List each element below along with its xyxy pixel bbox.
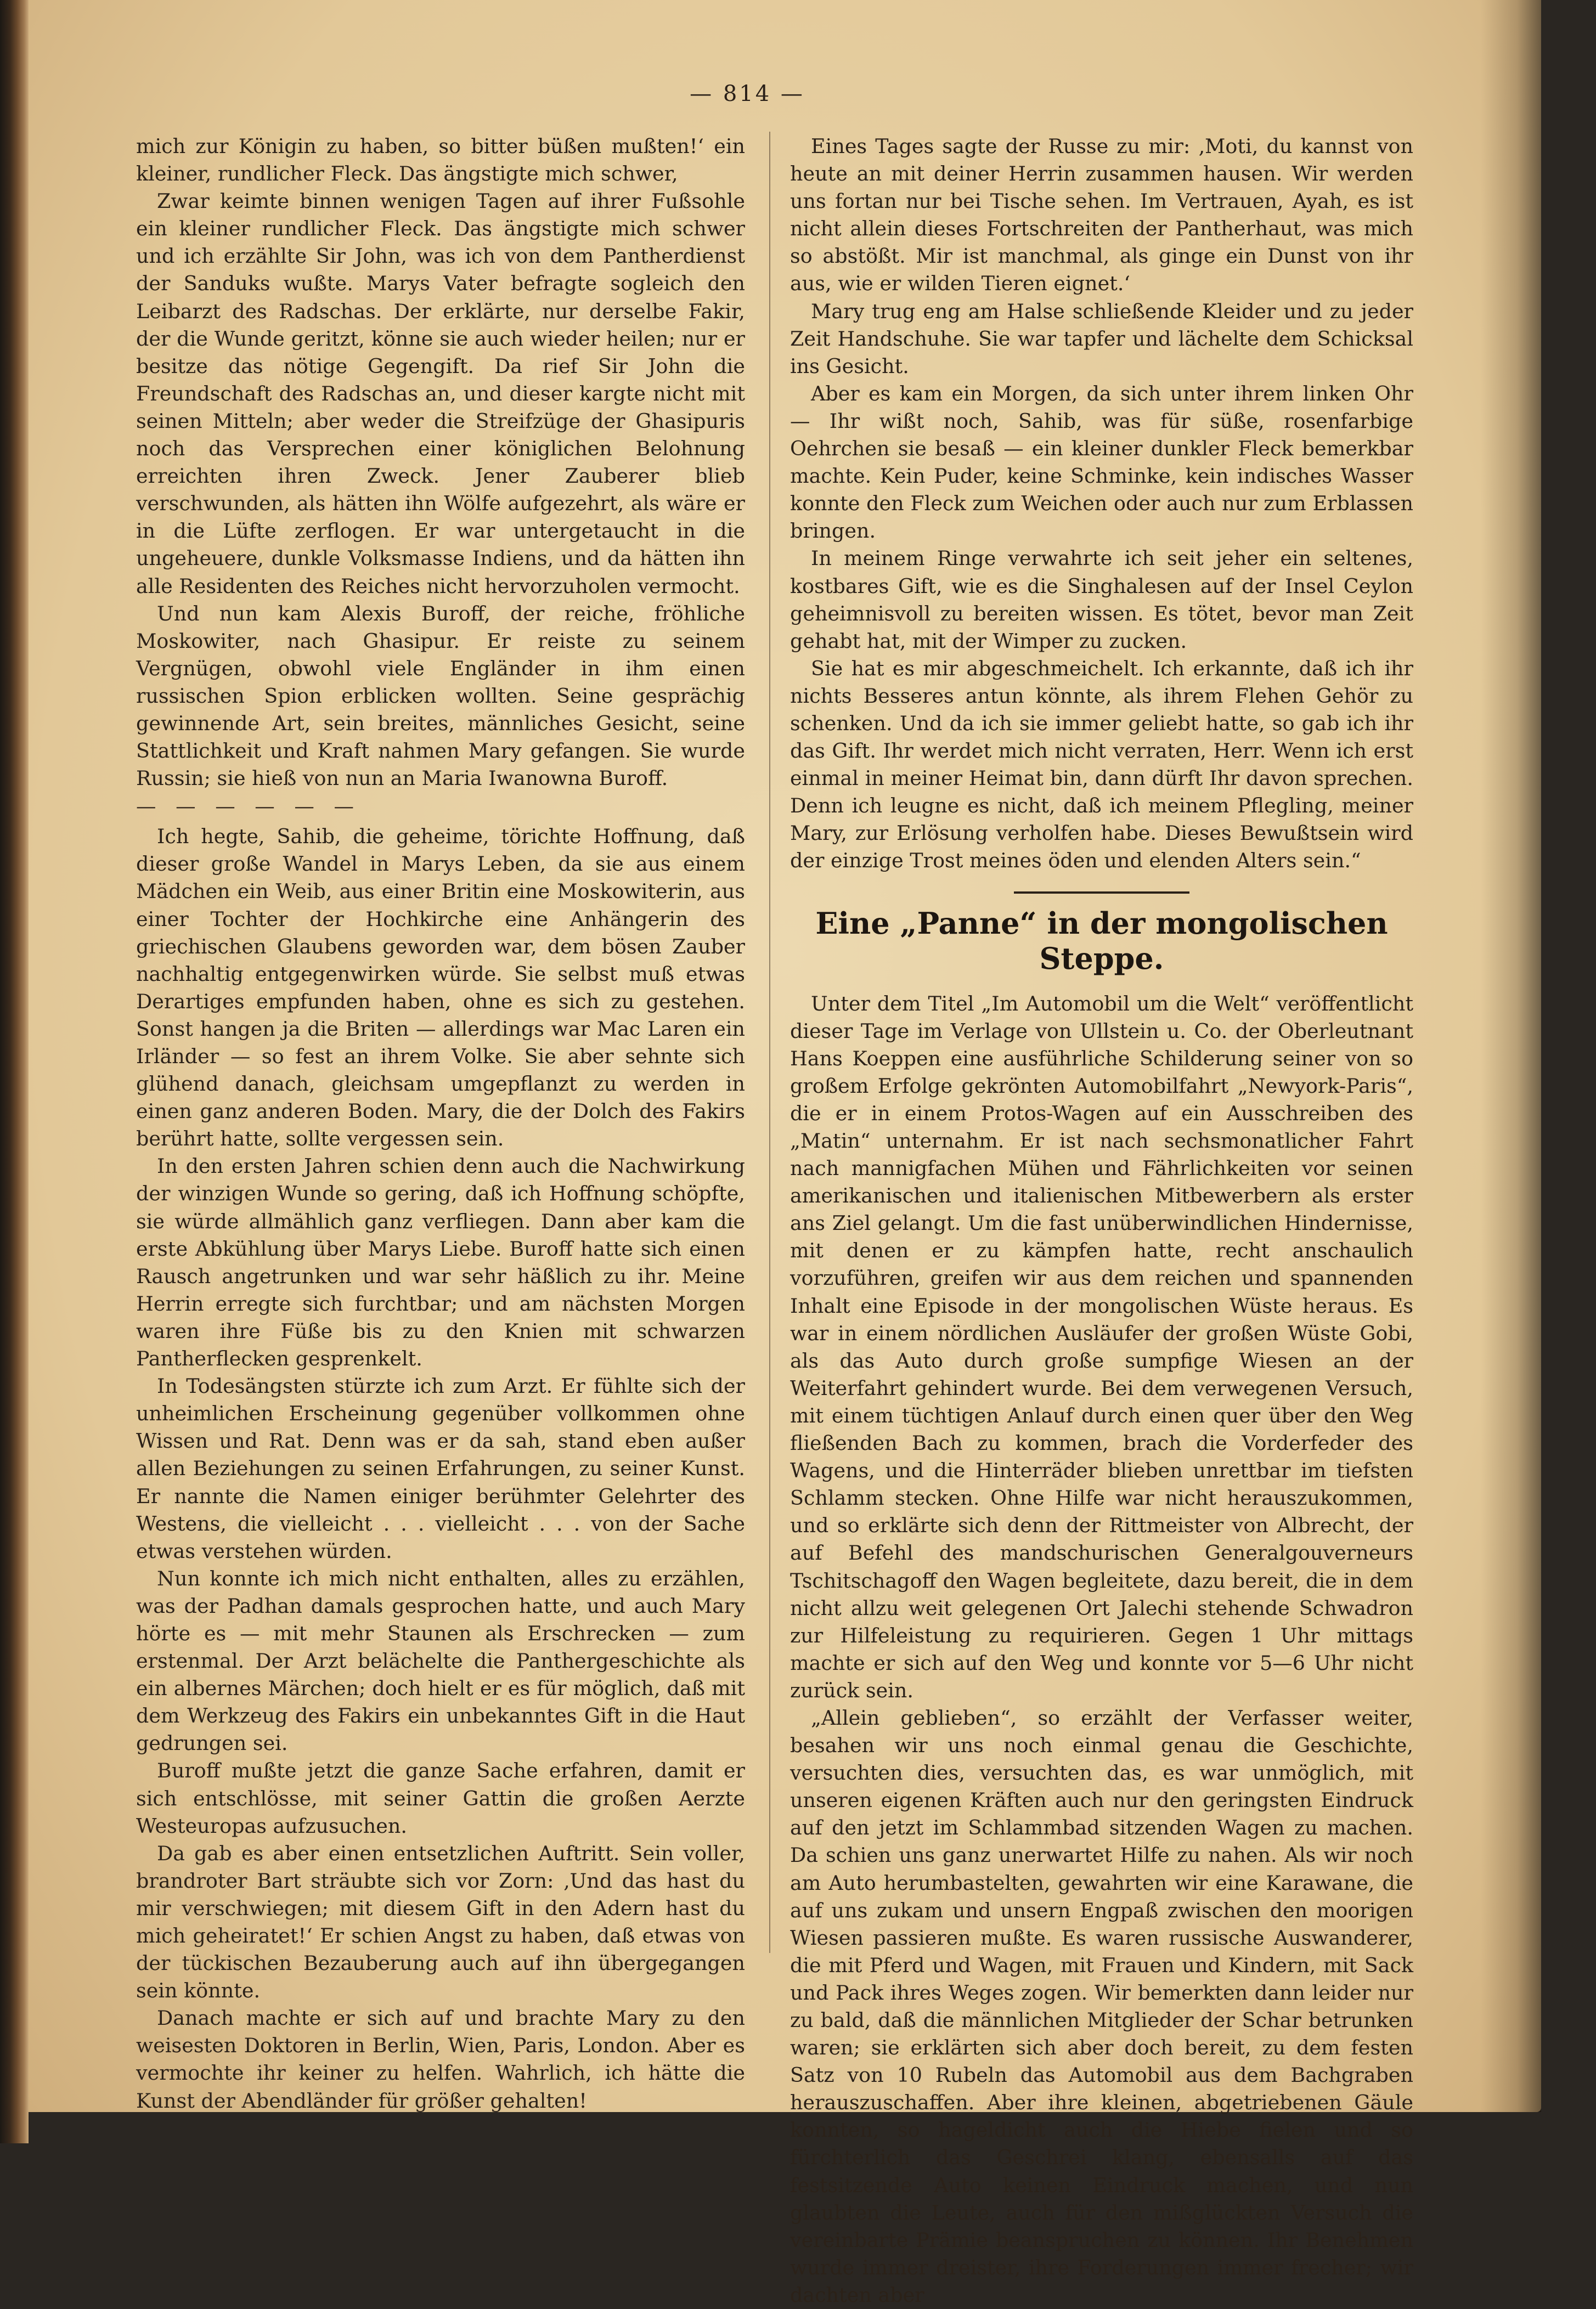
column-divider (769, 132, 770, 1953)
page-number: — 814 — (690, 81, 805, 106)
paragraph: Ich hegte, Sahib, die geheime, törichte Hoffnung, daß dieser große Wandel in Marys Leben, da sie aus einem Mädchen ein Weib, aus einer Britin eine Moskowiterin, aus einer Tochter der Hochkirche eine Anhängerin des griechischen Glaubens geworden war, dem bösen Zauber nachhaltig entgegenwirken würde. Sie selbst muß etwas Derartiges empfunden haben, ohne es sich zu gestehen. Sonst hangen ja die Briten — allerdings war Mac Laren ein Irländer — so fest an ihrem Volke. Sie aber sehnte sich glühend danach, gleichsam umgepflanzt zu werden in einen ganz anderen Boden. Mary, die der Dolch des Fakirs berührt hatte, sollte vergessen sein. (136, 825, 745, 1151)
paragraph: In Todesängsten stürzte ich zum Arzt. Er fühlte sich der unheimlichen Erscheinung gegenüber vollkommen ohne Wissen und Rat. Denn was er da sah, stand eben außer allen Beziehungen zu seinen Erfahrungen, zu seiner Kunst. Er nannte die Namen einiger berühmter Gelehrter des Westens, die vielleicht . . . vielleicht . . . von der Sache etwas verstehen würden. (136, 1374, 745, 1563)
paragraph: Buroff mußte jetzt die ganze Sache erfahren, damit er sich entschlösse, mit seiner Gattin die großen Aerzte Westeuropas aufzusuchen. (136, 1759, 745, 1838)
paragraph: Nun konnte ich mich nicht enthalten, alles zu erzählen, was der Padhan damals gesprochen hatte, und auch Mary hörte es — mit mehr Staunen als Erschrecken — zum erstenmal. Der Arzt belächelte die Panthergeschichte als ein albernes Märchen; doch hielt er es für möglich, daß mit dem Werkzeug des Fakirs ein unbekanntes Gift in die Haut gedrungen sei. (136, 1566, 745, 1755)
paragraph: In meinem Ringe verwahrte ich seit jeher ein seltenes, kostbares Gift, wie es die Singhalesen auf der Insel Ceylon geheimnisvoll zu bereiten wissen. Es tötet, bevor man Zeit gehabt hat, mit der Wimper zu zucken. (790, 546, 1413, 653)
article-paragraph: Unter dem Titel „Im Automobil um die Welt“ veröffentlicht dieser Tage im Verlage von Ullstein u. Co. der Oberleutnant Hans Koeppen eine ausführliche Schilderung seiner von so großem Erfolge gekrönten Automobilfahrt „Newyork-Paris“, die er in einem Protos-Wagen auf ein Ausschreiben des „Matin“ unternahm. Er ist nach sechsmonatlicher Fahrt nach mannigfachen Mühen und Fährlichkeiten vor seinen amerikanischen und italienischen Mitbewerbern als erster ans Ziel gelangt. Um die fast unüberwindlichen Hindernisse, mit denen er zu kämpfen hatte, recht anschaulich vorzuführen, greifen wir aus dem reichen und spannenden Inhalt eine Episode in der mongolischen Wüste heraus. Es war in einem nördlichen Ausläufer der großen Wüste Gobi, als das Auto durch große sumpfige Wiesen an der Weiterfahrt gehindert wurde. Bei dem verwegenen Versuch, mit einem tüchtigen Anlauf durch einen quer über den Weg fließenden Bach zu kommen, brach die Vorderfeder des Wagens, und die Hinterräder blieben unrettbar im tiefsten Schlamm stecken. Ohne Hilfe war nicht herauszukommen, und so erklärte sich denn der Rittmeister von Albrecht, der auf Befehl des mandschurischen Generalgouverneurs Tschitschagoff den Wagen begleitete, dazu bereit, die in dem nicht allzu weit gelegenen Ort Jalechi stehende Schwadron zur Hilfeleistung zu requirieren. Gegen 1 Uhr mittags machte er sich auf den Weg und konnte vor 5—6 Uhr nicht zurück sein. (790, 991, 1413, 1702)
right-column (790, 133, 1413, 2309)
paragraph: Und nun kam Alexis Buroff, der reiche, fröhliche Moskowiter, nach Ghasipur. Er reiste zu seinem Vergnügen, obwohl viele Engländer in ihm einen russischen Spion erblicken wollten. Seine gesprächig gewinnende Art, sein breites, männliches Gesicht, seine Stattlichkeit und Kraft nahmen Mary gefangen. Sie wurde Russin; sie hieß von nun an Maria Iwanowna Buroff. (136, 601, 745, 791)
paragraph: Zwar keimte binnen wenigen Tagen auf ihrer Fußsohle ein kleiner rundlicher Fleck. Das ängstigte mich schwer und ich erzählte Sir John, was ich von dem Pantherdienst der Sanduks wußte. Marys Vater befragte sogleich den Leibarzt des Radschas. Der erklärte, nur derselbe Fakir, der die Wunde geritzt, könne sie auch wieder heilen; nur er besitze das nötige Gegengift. Da rief Sir John die Freundschaft des Radschas an, und dieser kargte nicht mit seinen Mitteln; aber weder die Streifzüge der Ghasipuris noch das Versprechen einer königlichen Belohnung erreichten ihren Zweck. Jener Zauberer blieb verschwunden, als hätten ihn Wölfe aufgezehrt, als wäre er in die Lüfte zerflogen. Er war untergetaucht in die ungeheuere, dunkle Volksmasse Indiens, und da hätten ihn alle Residenten des Reiches nicht hervorzuholen vermocht. (136, 189, 745, 598)
paragraph: Aber es kam ein Morgen, da sich unter ihrem linken Ohr — Ihr wißt noch, Sahib, was für süße, rosenfarbige Oehrchen sie besaß — ein kleiner dunkler Fleck bemerkbar machte. Kein Puder, keine Schminke, kein indisches Wasser konnte den Fleck zum Weichen oder auch nur zum Erblassen bringen. (790, 381, 1413, 543)
page-gutter-shadow (1481, 0, 1541, 2112)
paragraph: mich zur Königin zu haben, so bitter büßen mußten!‘ ein kleiner, rundlicher Fleck. Das ängstigte mich schwer, (136, 134, 745, 186)
left-column (136, 133, 745, 2115)
paragraph: Eines Tages sagte der Russe zu mir: ‚Moti, du kannst von heute an mit deiner Herrin zusammen hausen. Wir werden uns fortan nur bei Tische sehen. Im Vertrauen, Ayah, es ist nicht allein dieses Fortschreiten der Pantherhaut, was mich so abstößt. Mir ist manchmal, als ginge ein Dunst von ihr aus, wie er wilden Tieren eignet.‘ (790, 134, 1413, 296)
paragraph: Danach machte er sich auf und brachte Mary zu den weisesten Doktoren in Berlin, Wien, Paris, London. Aber es vermochte ihr keiner zu helfen. Wahrlich, ich hätte die Kunst der Abendländer für größer gehalten! (136, 2006, 745, 2113)
book-binding-edge (0, 0, 29, 2143)
article-divider (1014, 891, 1189, 894)
section-separator: — — — — — — (136, 794, 361, 818)
paragraph: Sie hat es mir abgeschmeichelt. Ich erkannte, daß ich ihr nichts Besseres antun könnte, als ihrem Flehen Gehör zu schenken. Und da ich sie immer geliebt hatte, so gab ich ihr das Gift. Ihr werdet mich nicht verraten, Herr. Wenn ich erst einmal in meiner Heimat bin, dann dürft Ihr davon sprechen. Denn ich leugne es nicht, daß ich meinem Pflegling, meiner Mary, zur Erlösung verholfen habe. Dieses Bewußtsein wird der einzige Trost meines öden und elenden Alters sein.“ (790, 656, 1413, 873)
article-paragraph: „Allein geblieben“, so erzählt der Verfasser weiter, besahen wir uns noch einmal genau die Geschichte, versuchten dies, versuchten das, es war unmöglich, mit unseren eigenen Kräften auch nur den geringsten Eindruck auf den jetzt im Schlammbad sitzenden Wagen zu machen. Da schien uns ganz unerwartet Hilfe zu nahen. Als wir noch am Auto herumbastelten, gewahrten wir eine Karawane, die auf uns zukam und unsern Engpaß zwischen den moorigen Wiesen passieren mußte. Es waren russische Auswanderer, die mit Pferd und Wagen, mit Frauen und Kindern, mit Sack und Pack ihres Weges zogen. Wir bemerkten dann leider nur zu bald, daß die männlichen Mitglieder der Schar betrunken waren; sie erklärten sich aber doch bereit, zu dem festen Satz von 10 Rubeln das Automobil aus dem Bachgraben herauszuschaffen. Aber ihre kleinen, abgetriebenen Gäule konnten, so hageldicht auch die Hiebe fielen und so fürchterlich das Geschrei klang, ebensalls auf das festsitzende Auto keinen Eindruck machen, und nun glaubten die Leute, auch für den mißglückten Versuch die vereinbarte Prämie beanspruchen zu können. Ihr Benehmen wurde immer dreister, ihre Forderungen immer frecher; wir dachten aber (790, 1706, 1413, 2307)
paragraph: Da gab es aber einen entsetzlichen Auftritt. Sein voller, brandroter Bart sträubte sich vor Zorn: ‚Und das hast du mir verschwiegen; mit diesem Gift in den Adern hast du mich geheiratet!‘ Er schien Angst zu haben, daß etwas von der tückischen Bezauberung auch auf ihn übergegangen sein könnte. (136, 1841, 745, 2003)
newspaper-page (29, 0, 1541, 2307)
article-headline: Eine „Panne“ in der mongolischen Steppe. (815, 905, 1388, 976)
paragraph: Mary trug eng am Halse schließende Kleider und zu jeder Zeit Handschuhe. Sie war tapfer und lächelte dem Schicksal ins Gesicht. (790, 299, 1413, 378)
paragraph: In den ersten Jahren schien denn auch die Nachwirkung der winzigen Wunde so gering, daß ich Hoffnung schöpfte, sie würde allmählich ganz verfliegen. Dann aber kam die erste Abkühlung über Marys Liebe. Buroff hatte sich einen Rausch angetrunken und war sehr häßlich zu ihr. Meine Herrin erregte sich furchtbar; und am nächsten Morgen waren ihre Füße bis zu den Knien mit schwarzen Pantherflecken gesprenkelt. (136, 1154, 745, 1371)
